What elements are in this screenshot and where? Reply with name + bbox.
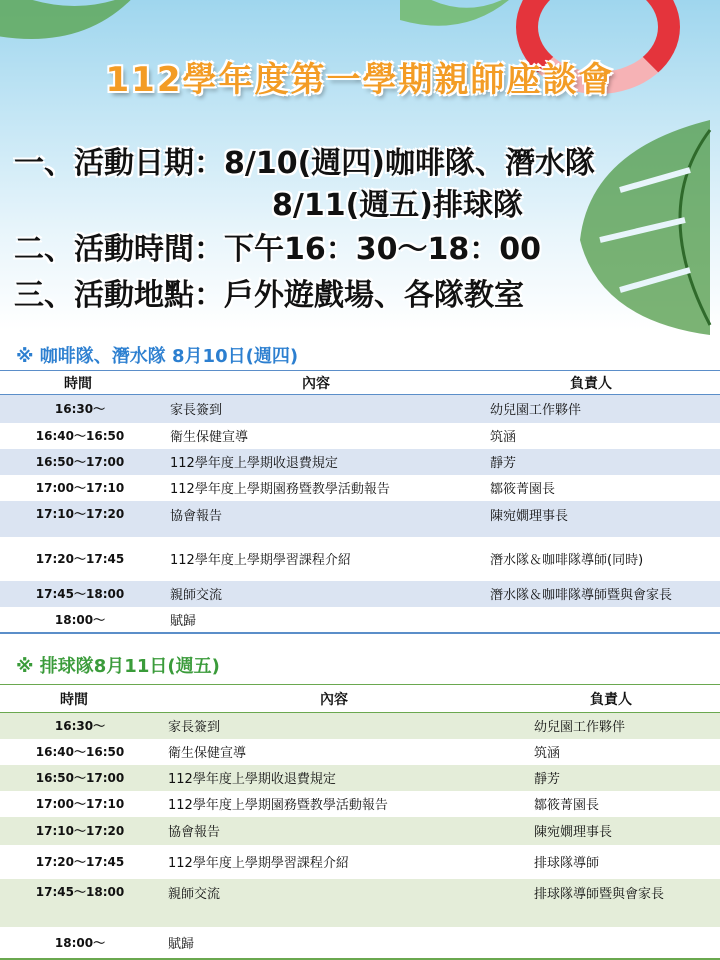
activity-time-line: 二、活動時間：下午16：30～18：00	[14, 232, 541, 267]
row-content: 112學年度上學期收退費規定	[160, 765, 530, 791]
row-time: 16:30～	[0, 713, 160, 739]
row-time: 17:20～17:45	[35, 855, 125, 869]
row-content: 家長簽到	[160, 395, 480, 423]
header-person: 負責人	[530, 685, 720, 713]
row-time: 17:00～17:10	[35, 481, 125, 495]
row-person: 靜芳	[480, 449, 720, 475]
row-person	[480, 607, 720, 633]
row-content: 112學年度上學期學習課程介紹	[168, 856, 349, 871]
row-time: 16:40～16:50	[35, 745, 125, 759]
row-person: 鄒筱菁園長	[534, 798, 600, 813]
row-content: 賦歸	[160, 927, 530, 959]
row-time: 17:00～17:10	[35, 797, 125, 811]
row-content: 衛生保健宣導	[168, 746, 247, 761]
row-person: 潛水隊＆咖啡隊導師(同時)	[490, 553, 644, 568]
header-person: 負責人	[480, 371, 720, 395]
activity-date-line-2: 8/11(週五)排球隊	[272, 188, 524, 223]
row-time: 17:10～17:20	[0, 817, 160, 845]
row-content: 112學年度上學期園務暨教學活動報告	[168, 798, 388, 813]
table-row	[0, 845, 720, 879]
schedule-table-1	[0, 370, 720, 634]
row-time: 18:00～	[0, 607, 160, 633]
header-content: 內容	[160, 371, 480, 395]
table-row	[0, 537, 720, 581]
table-row	[0, 879, 720, 927]
activity-place-line: 三、活動地點：戶外遊戲場、各隊教室	[14, 278, 524, 313]
row-content: 親師交流	[160, 879, 530, 927]
table-row	[0, 713, 720, 739]
row-person: 鄒筱菁園長	[490, 482, 556, 497]
row-person: 排球隊導師	[534, 856, 600, 871]
table-row	[0, 449, 720, 475]
row-person	[530, 927, 720, 959]
section2-title: ※ 排球隊8月11日(週五)	[16, 656, 220, 677]
row-time: 16:50～17:00	[0, 765, 160, 791]
table-row	[0, 927, 720, 959]
row-person: 幼兒園工作夥伴	[530, 713, 720, 739]
row-content: 協會報告	[160, 501, 480, 537]
palm-leaf-left-decoration	[0, 0, 150, 60]
table-row	[0, 791, 720, 817]
row-content: 112學年度上學期收退費規定	[160, 449, 480, 475]
row-person: 筑涵	[534, 746, 561, 761]
row-time: 17:45～18:00	[0, 879, 160, 927]
row-time: 17:10～17:20	[0, 501, 160, 537]
row-content: 衛生保健宣導	[170, 430, 249, 445]
row-content: 家長簽到	[160, 713, 530, 739]
row-content: 親師交流	[160, 581, 480, 607]
row-person: 靜芳	[530, 765, 720, 791]
table-row	[0, 395, 720, 423]
table-row	[0, 475, 720, 501]
row-time: 16:50～17:00	[0, 449, 160, 475]
palm-leaf-top-decoration	[400, 0, 520, 40]
table-row	[0, 501, 720, 537]
table-row	[0, 581, 720, 607]
table-row	[0, 817, 720, 845]
row-time: 17:20～17:45	[35, 552, 125, 566]
row-person: 幼兒園工作夥伴	[480, 395, 720, 423]
activity-date-line: 一、活動日期：8/10(週四)咖啡隊、潛水隊	[14, 146, 596, 181]
header-time: 時間	[0, 685, 160, 713]
row-time: 16:40～16:50	[35, 429, 125, 443]
header-content: 內容	[160, 685, 530, 713]
row-person: 排球隊導師暨與會家長	[530, 879, 720, 927]
row-content: 協會報告	[160, 817, 530, 845]
header-time: 時間	[0, 371, 160, 395]
row-time: 16:30～	[0, 395, 160, 423]
section1-title: ※ 咖啡隊、潛水隊 8月10日(週四)	[16, 346, 299, 367]
table-row	[0, 765, 720, 791]
table-row	[0, 423, 720, 449]
page-title: 112學年度第一學期親師座談會	[105, 60, 615, 100]
table-row	[0, 739, 720, 765]
table-row	[0, 607, 720, 633]
row-person: 陳宛嫺理事長	[530, 817, 720, 845]
row-person: 潛水隊＆咖啡隊導師暨與會家長	[480, 581, 720, 607]
schedule-table-2	[0, 684, 720, 960]
row-time: 17:45～18:00	[0, 581, 160, 607]
row-content: 112學年度上學期學習課程介紹	[170, 553, 351, 568]
row-content: 112學年度上學期園務暨教學活動報告	[170, 482, 390, 497]
row-time: 18:00～	[0, 927, 160, 959]
row-content: 賦歸	[160, 607, 480, 633]
row-person: 筑涵	[490, 430, 517, 445]
row-person: 陳宛嫺理事長	[480, 501, 720, 537]
